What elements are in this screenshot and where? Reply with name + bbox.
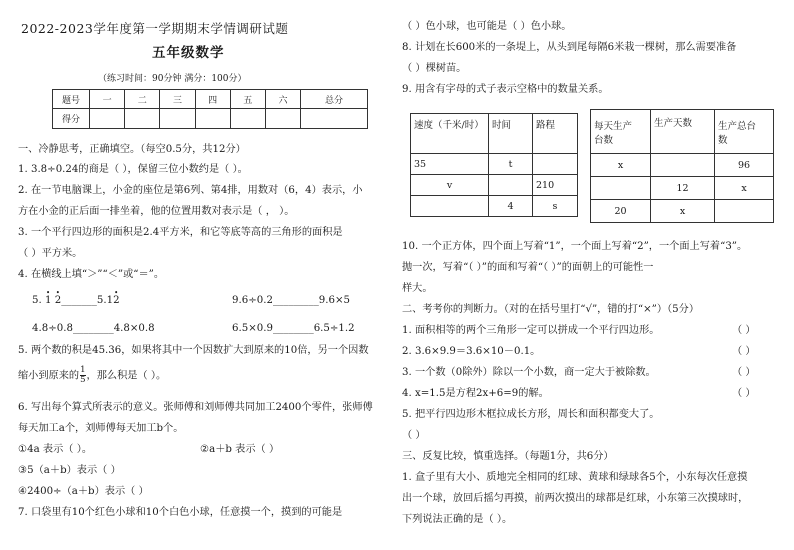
question-7-line1: 7. 口袋里有10个红色小球和10个白色小球，任意摸一个，摸到的可能是 xyxy=(18,507,343,518)
table-cell[interactable] xyxy=(489,175,533,196)
table-cell: t xyxy=(489,154,533,175)
question-10-line3: 样大。 xyxy=(402,283,433,294)
judge-4: 4. x=1.5是方程2x+6=9的解。 xyxy=(402,388,549,399)
header-line: 数 xyxy=(718,134,728,146)
section-3-heading: 三、反复比较，慎重选择。（每题1分，共6分） xyxy=(402,451,614,462)
fraction-one-fifth xyxy=(80,366,85,385)
question-8-line2: （ ）棵树苗。 xyxy=(402,63,467,74)
judge-5: 5. 把平行四边形木框拉成长方形，周长和面积都变大了。 xyxy=(402,409,660,420)
exam-info: （练习时间：90分钟 满分：100分） xyxy=(98,74,247,84)
question-6-line1: 6. 写出每个算式所表示的意义。张师傅和刘师傅共同加工2400个零件，张师傅 xyxy=(18,402,373,413)
fraction-denominator: 5 xyxy=(80,375,86,385)
table-header: 速度（千米/时） xyxy=(411,114,489,154)
question-4: 4. 在横线上填“＞”“＜”或“＝”。 xyxy=(18,269,165,280)
table-header: 路程 xyxy=(533,114,578,154)
question-1: 1. 3.8÷0.24的商是（ ），保留三位小数约是（ ）。 xyxy=(18,164,248,175)
question-8-line1: 8. 计划在长600米的一条堤上，从头到尾每隔6米栽一棵树，那么需要准备 xyxy=(402,42,737,53)
question-6-item-4: ④2400÷（a＋b）表示（ ） xyxy=(18,486,149,497)
judge-3: 3. 一个数（0除外）除以一个小数，商一定大于被除数。 xyxy=(402,367,656,378)
mc-1-line1: 1. 盒子里有大小、质地完全相同的红球、黄球和绿球各5个，小东每次任意摸 xyxy=(402,472,748,483)
right-column xyxy=(402,0,774,550)
judge-1: 1. 面积相等的两个三角形一定可以拼成一个平行四边形。 xyxy=(402,325,660,336)
table-cell[interactable] xyxy=(715,200,774,223)
question-6-item-2: ②a＋b 表示（ ） xyxy=(200,444,280,455)
question-2-line2: 方在小金的正后面一排坐着，他的位置用数对表示是（ ， ）。 xyxy=(18,206,295,217)
table-cell: s xyxy=(533,196,578,217)
question-3-line2: （ ）平方米。 xyxy=(18,248,83,259)
q5-text-pre: 缩小到原来的 xyxy=(18,370,80,382)
section-2-heading: 二、考考你的判断力。（对的在括号里打“√”，错的打“×”）（5分） xyxy=(402,304,700,315)
score-cell[interactable] xyxy=(230,109,265,129)
table-cell: x xyxy=(715,177,774,200)
header-line: 生产总台 xyxy=(718,120,757,132)
table-cell: 96 xyxy=(715,154,774,177)
score-header: 五 xyxy=(230,90,265,109)
table-cell[interactable] xyxy=(533,154,578,175)
score-cell[interactable] xyxy=(90,109,125,129)
table-cell: 12 xyxy=(651,177,715,200)
score-row-label: 得分 xyxy=(53,109,90,129)
score-cell[interactable] xyxy=(195,109,230,129)
judge-2: 2. 3.6×9.9＝3.6×10－0.1。 xyxy=(402,346,541,357)
score-table xyxy=(52,89,368,129)
production-table xyxy=(590,109,774,223)
question-6-item-3: ③5（a＋b）表示（ ） xyxy=(18,465,121,476)
compare-item-2: 9.6÷0.2_________9.6×5 xyxy=(232,295,351,306)
repeating-digit: • 2 xyxy=(55,294,61,308)
score-header: 三 xyxy=(160,90,195,109)
repeating-digit: • 2 xyxy=(113,294,119,308)
compare-item-4: 6.5×0.9________6.5÷1.2 xyxy=(232,323,355,334)
table-cell[interactable] xyxy=(411,196,489,217)
table-header: 生产天数 xyxy=(651,110,715,154)
judge-2-paren[interactable]: （ ） xyxy=(732,346,756,357)
score-header: 二 xyxy=(125,90,160,109)
table-header: 时间 xyxy=(489,114,533,154)
table-cell: 210 xyxy=(533,175,578,196)
score-header: 总分 xyxy=(301,90,368,109)
header-line: 台数 xyxy=(594,134,614,146)
table-cell: v xyxy=(411,175,489,196)
question-7-line2: （ ）色小球，也可能是（ ）色小球。 xyxy=(402,21,572,32)
table-cell: 20 xyxy=(591,200,651,223)
question-6-item-1: ①4a 表示（ ）。 xyxy=(18,444,93,455)
score-header: 一 xyxy=(90,90,125,109)
score-header: 六 xyxy=(265,90,300,109)
question-10-line1: 10. 一个正方体，四个面上写着“1”，一个面上写着“2”，一个面上写着“3”。 xyxy=(402,241,748,252)
question-9: 9. 用含有字母的式子表示空格中的数量关系。 xyxy=(402,84,609,95)
score-header: 题号 xyxy=(53,90,90,109)
judge-5-paren[interactable]: （ ） xyxy=(402,430,426,441)
score-cell[interactable] xyxy=(160,109,195,129)
question-10-line2: 抛一次，写着“（ ）”的面和写着“（ ）”的面朝上的可能性一 xyxy=(402,262,654,273)
section-1-heading: 一、冷静思考，正确填空。（每空0.5分，共12分） xyxy=(18,144,246,155)
table-cell[interactable] xyxy=(651,154,715,177)
compare-1-prefix: 5. xyxy=(32,295,42,306)
compare-1-middle: _______5.1 xyxy=(61,295,114,306)
header-line: 每天生产 xyxy=(594,120,633,132)
score-cell[interactable] xyxy=(265,109,300,129)
q5-text-post: ，那么积是（ ）。 xyxy=(86,370,167,382)
fraction-numerator: 1 xyxy=(80,365,86,375)
question-2-line1: 2. 在一节电脑课上，小金的座位是第6列、第4排，用数对（6，4）表示，小 xyxy=(18,185,363,196)
score-cell[interactable] xyxy=(301,109,368,129)
question-6-line2: 每天加工a个，刘师傅每天加工b个。 xyxy=(18,423,184,434)
speed-time-distance-table xyxy=(410,113,578,217)
table-header xyxy=(591,110,651,154)
table-cell: x xyxy=(651,200,715,223)
question-3-line1: 3. 一个平行四边形的面积是2.4平方米，和它等底等高的三角形的面积是 xyxy=(18,227,343,238)
exam-subtitle: 五年级数学 xyxy=(152,45,225,61)
judge-3-paren[interactable]: （ ） xyxy=(732,367,756,378)
mc-1-line2: 出一个球，放回后摇匀再摸，前两次摸出的球都是红球，小东第三次摸球时， xyxy=(402,493,749,504)
table-cell[interactable] xyxy=(591,177,651,200)
left-column xyxy=(18,0,376,550)
compare-item-3: 4.8÷0.8________4.8×0.8 xyxy=(32,323,155,334)
judge-1-paren[interactable]: （ ） xyxy=(732,325,756,336)
table-cell: 4 xyxy=(489,196,533,217)
score-header: 四 xyxy=(195,90,230,109)
table-cell: x xyxy=(591,154,651,177)
mc-1-line3: 下列说法正确的是（ ）。 xyxy=(402,514,513,525)
judge-4-paren[interactable]: （ ） xyxy=(732,388,756,399)
repeating-digit: • 1 xyxy=(45,294,51,308)
question-5-line1: 5. 两个数的积是45.36，如果将其中一个因数扩大到原来的10倍，另一个因数 xyxy=(18,345,369,356)
question-5-line2 xyxy=(18,366,166,385)
exam-title: 2022-2023学年度第一学期期末学情调研试题 xyxy=(21,21,289,36)
compare-item-1 xyxy=(32,294,120,308)
table-cell: 35 xyxy=(411,154,489,175)
score-cell[interactable] xyxy=(125,109,160,129)
table-header xyxy=(715,110,774,154)
